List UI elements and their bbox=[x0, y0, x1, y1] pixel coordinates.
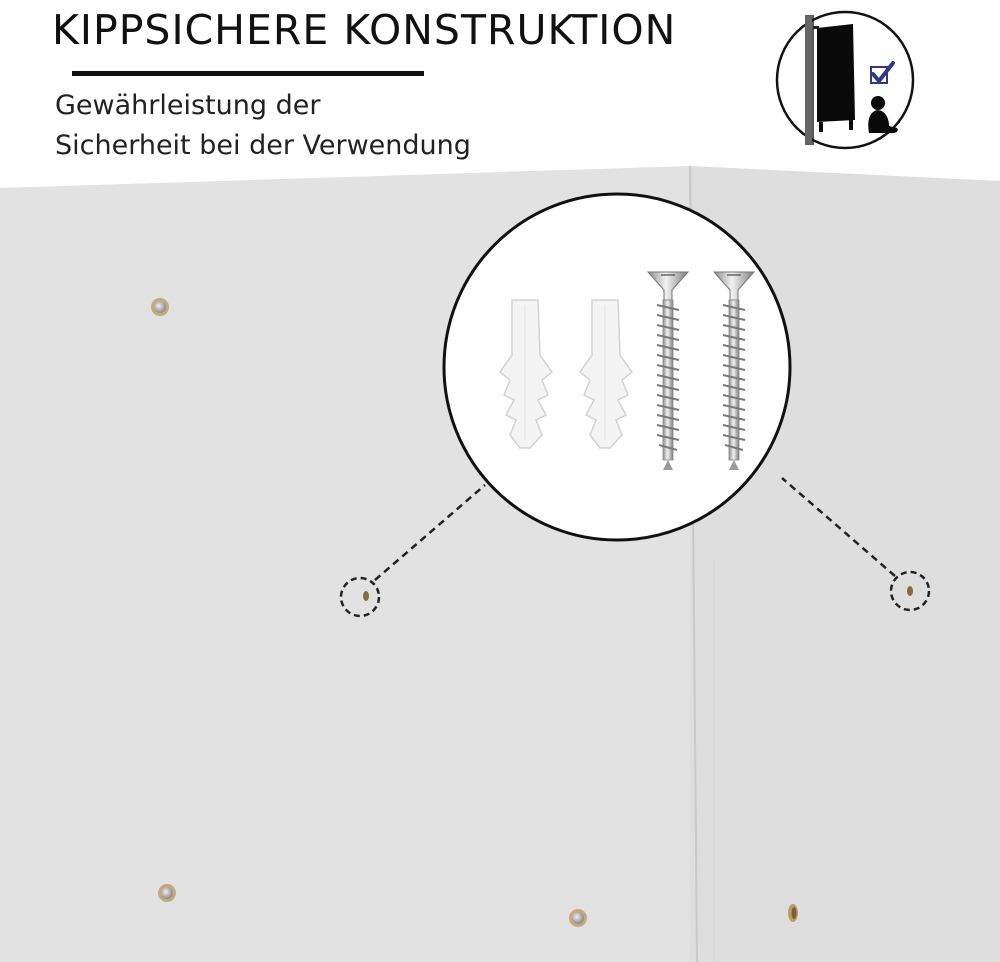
mount-hole bbox=[907, 586, 913, 596]
subtitle-line-2: Sicherheit bei der Verwendung bbox=[55, 130, 471, 161]
mount-hole bbox=[363, 591, 369, 601]
panel-screw bbox=[569, 909, 587, 927]
subtitle bbox=[55, 86, 471, 166]
anti-tip-wall-mount-icon bbox=[775, 0, 915, 160]
page-title: KIPPSICHERE KONSTRUKTION bbox=[52, 6, 677, 54]
panel-screw bbox=[151, 298, 169, 316]
subtitle-line-1: Gewährleistung der bbox=[55, 90, 321, 121]
panel-screw bbox=[158, 884, 176, 902]
panel-hole bbox=[788, 904, 798, 922]
title-underline bbox=[72, 71, 424, 76]
